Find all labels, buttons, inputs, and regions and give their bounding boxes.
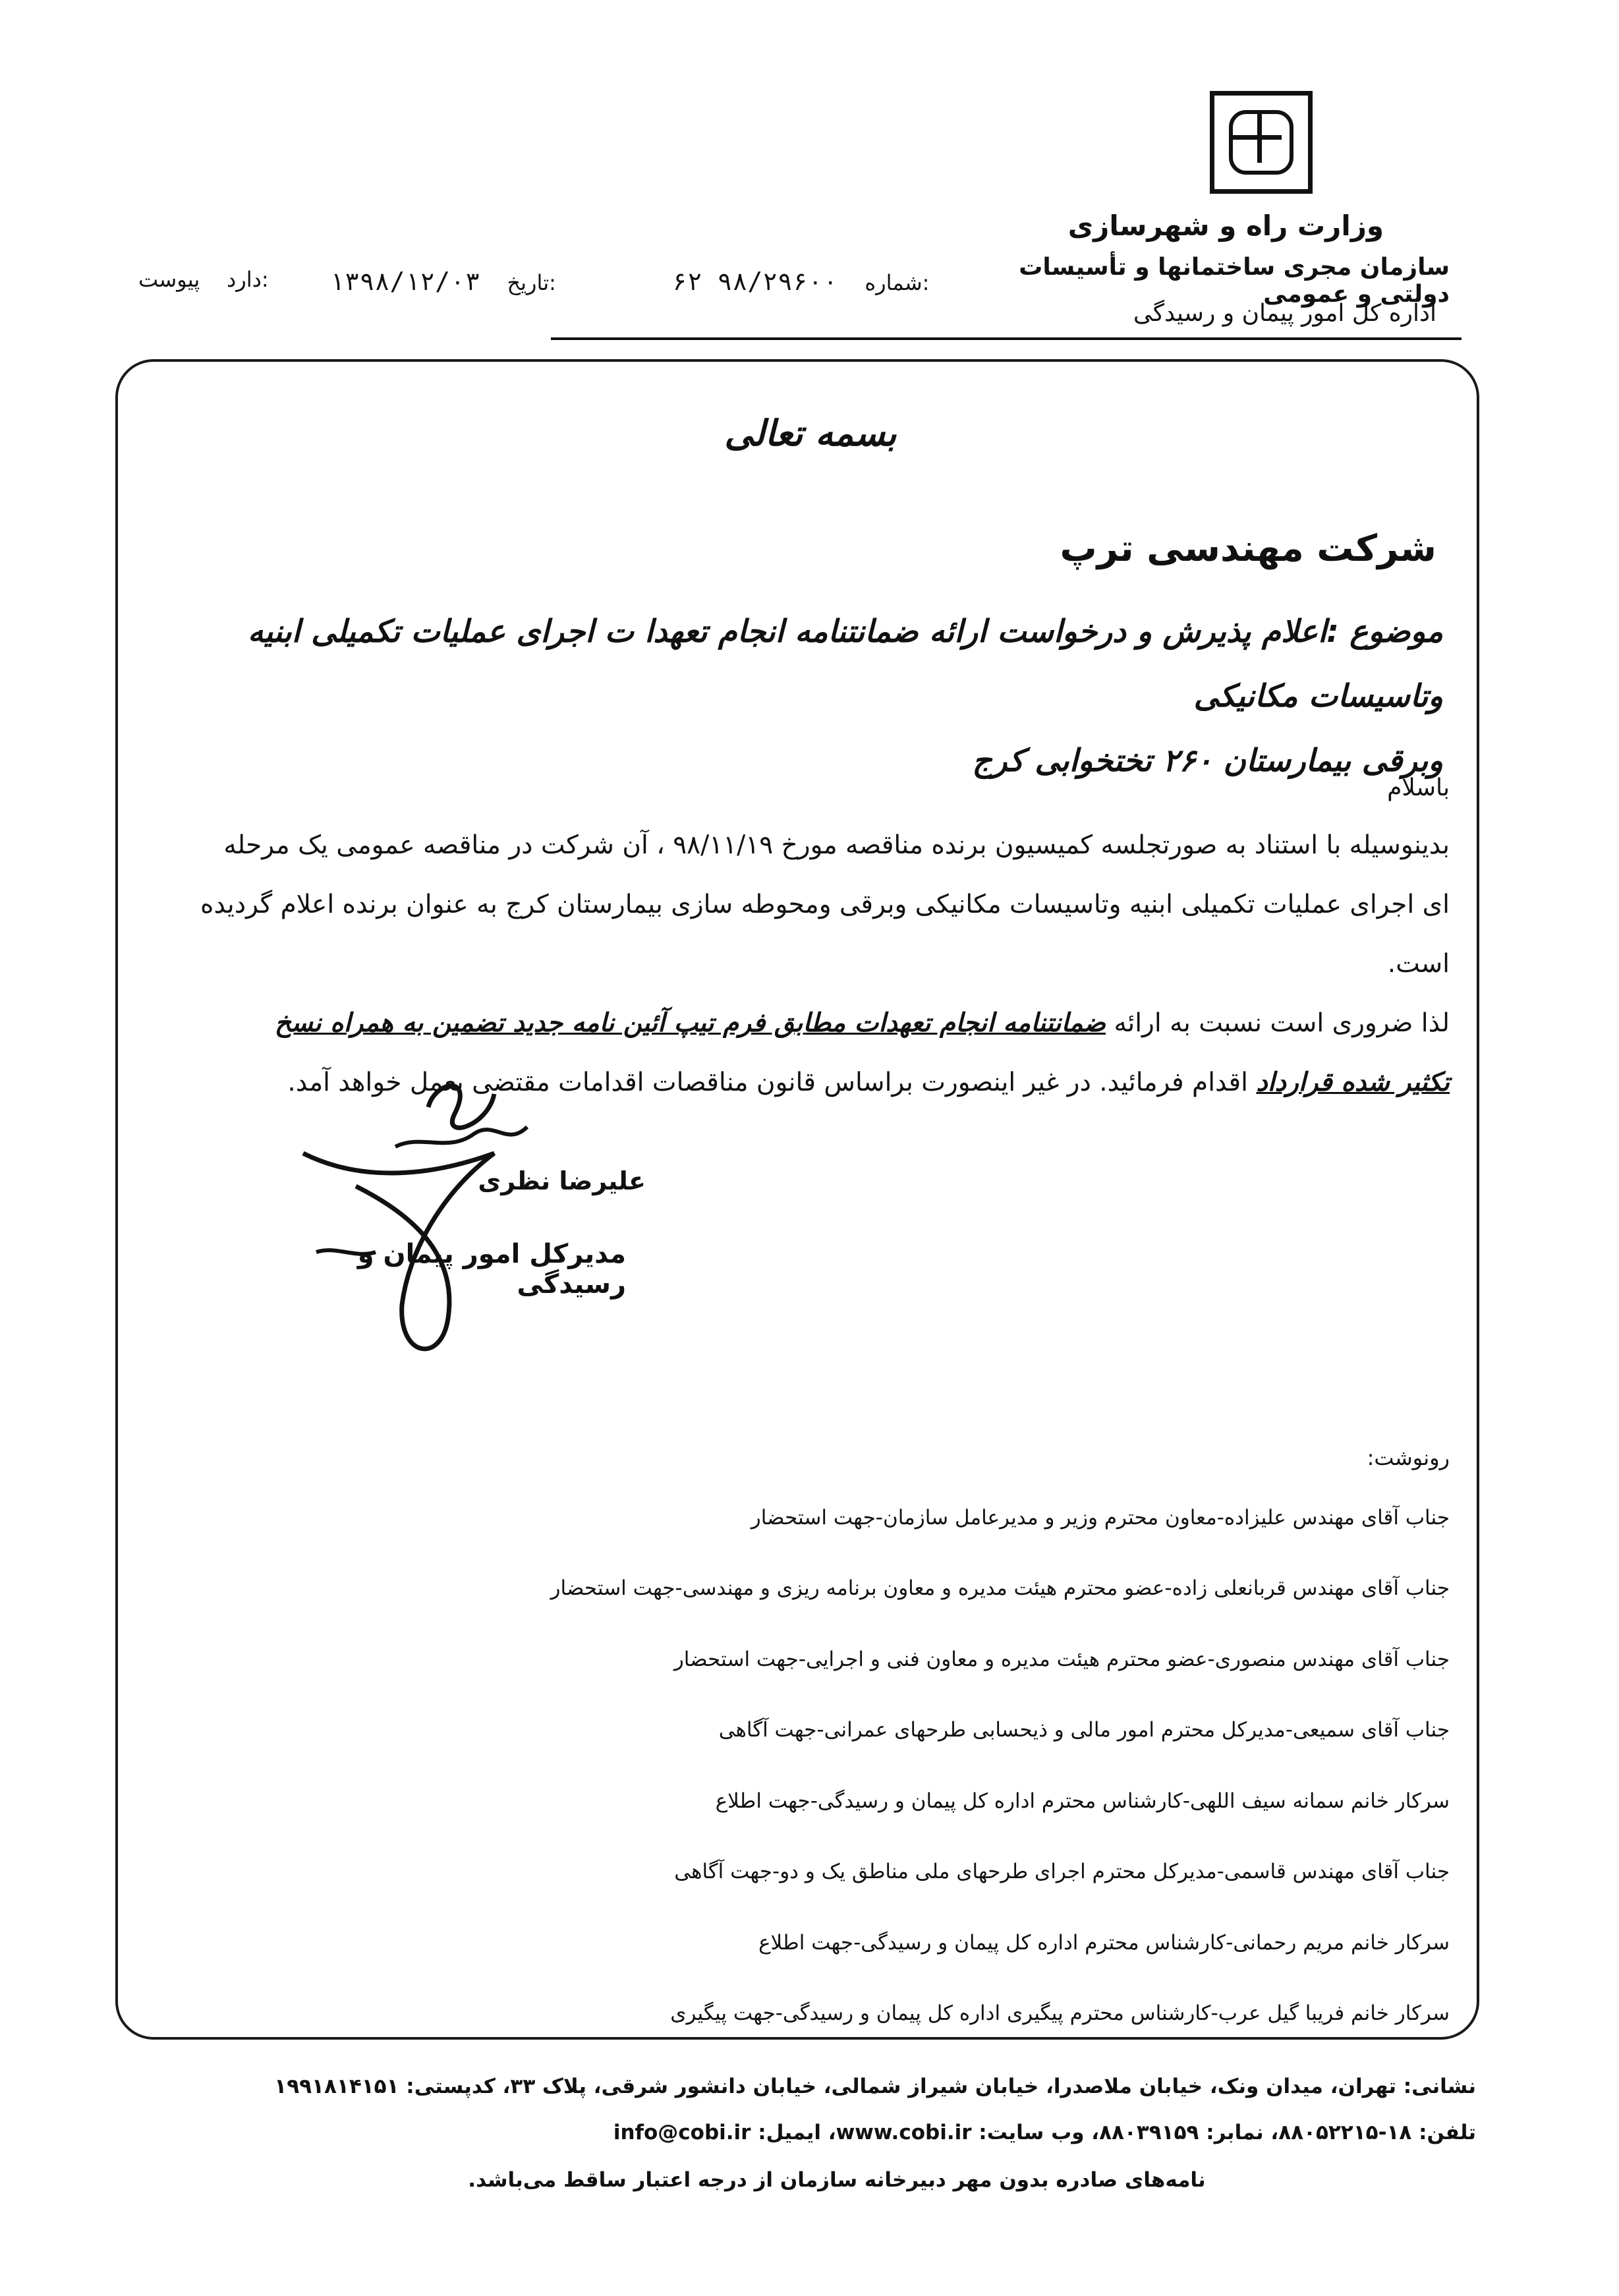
organization-name: سازمان مجری ساختمانها و تأسیسات دولتی و عمومی bbox=[1019, 254, 1450, 308]
ministry-logo bbox=[1210, 91, 1313, 194]
number-field bbox=[672, 267, 929, 296]
body-line-3-emphasis: ضمانتنامه انجام تعهدات مطابق فرم تیپ آئین نامه جدید تضمین به همراه نسخ bbox=[274, 1008, 1106, 1038]
logo-cross-icon bbox=[1229, 110, 1293, 175]
body-line-2: ای اجرای عملیات تکمیلی ابنیه وتاسیسات مکانیکی وبرقی ومحوطه سازی بیمارستان کرج به عنوان برنده اعلام گردیده است. bbox=[200, 890, 1450, 979]
attachment-field bbox=[138, 267, 269, 292]
letter-meta bbox=[138, 267, 929, 306]
subject-line-1: موضوع :اعلام پذیرش و درخواست ارائه ضمانتنامه انجام تعهدا ت اجرای عملیات تکمیلی ابنیه وتاسیسات مکانیکی bbox=[248, 614, 1443, 714]
body-line-1: بدینوسیله با استناد به صورتجلسه کمیسیون برنده مناقصه مورخ ۹۸/۱۱/۱۹ ، آن شرکت در مناقصه عمومی یک مرحله bbox=[223, 830, 1450, 860]
date-label: تاریخ: bbox=[507, 270, 556, 295]
copy-item: جناب آقای مهندس علیزاده-معاون محترم وزیر و مدیرعامل سازمان-جهت استحضار bbox=[751, 1506, 1450, 1530]
footer-contact: تلفن: ۱۸-۸۸۰۵۲۲۱۵، نمابر: ۸۸۰۳۹۱۵۹، وب سایت: www.cobi.ir، ایمیل: info@cobi.ir bbox=[613, 2121, 1476, 2144]
date-value: ۱۳۹۸/۱۲/۰۳ bbox=[329, 267, 480, 296]
body-line-3-start: لذا ضروری است نسبت به ارائه bbox=[1114, 1008, 1450, 1038]
header-divider bbox=[551, 337, 1462, 340]
copy-item: جناب آقای مهندس منصوری-عضو محترم هیئت مدیره و معاون فنی و اجرایی-جهت استحضار bbox=[673, 1648, 1450, 1671]
copy-item: جناب آقای سمیعی-مدیرکل محترم امور مالی و ذیحسابی طرحهای عمرانی-جهت آگاهی bbox=[718, 1718, 1450, 1742]
body-line-4-emphasis: تکثیر شده قرارداد bbox=[1256, 1068, 1450, 1097]
date-field bbox=[329, 267, 556, 296]
body-line-3 bbox=[145, 994, 1450, 1053]
copy-item: سرکار خانم سمانه سیف اللهی-کارشناس محترم اداره کل پیمان و رسیدگی-جهت اطلاع bbox=[715, 1789, 1450, 1813]
copies-title: رونوشت: bbox=[1367, 1445, 1450, 1470]
ministry-name: وزارت راه و شهرسازی bbox=[1067, 210, 1384, 242]
subject-line-2: وبرقی بیمارستان ۲۶۰ تختخوابی کرج bbox=[972, 743, 1443, 779]
greeting: باسلام bbox=[1387, 774, 1450, 801]
attachment-value: دارد bbox=[227, 267, 262, 292]
copy-item: جناب آقای مهندس قاسمی-مدیرکل محترم اجرای طرحهای ملی مناطق یک و دو-جهت آگاهی bbox=[674, 1860, 1450, 1883]
department-name: اداره کل امور پیمان و رسیدگی bbox=[1133, 300, 1436, 327]
handwritten-signature bbox=[277, 1054, 606, 1384]
attachment-label: پیوست: bbox=[138, 267, 269, 292]
body-line-4-end: اقدام فرمائید. در غیر اینصورت براساس قانون مناقصات اقدامات مقتضی بعمل خواهد آمد. bbox=[287, 1068, 1248, 1097]
signer-name: علیرضا نظری bbox=[478, 1166, 646, 1195]
recipient: شرکت مهندسی ترپ bbox=[1060, 527, 1436, 570]
signer-position: مدیرکل امور پیمان و رسیدگی bbox=[357, 1239, 626, 1300]
footer-address: نشانی: تهران، میدان ونک، خیابان ملاصدرا، خیابان شیراز شمالی، خیابان دانشور شرقی، پلاک ۳۳، کدپستی: ۱۹۹۱۸۱۴۱۵۱ bbox=[274, 2075, 1476, 2098]
footer-notice: نامه‌های صادره بدون مهر دبیرخانه سازمان از درجه اعتبار ساقط می‌باشد. bbox=[468, 2168, 1206, 2192]
copy-item: سرکار خانم مریم رحمانی-کارشناس محترم اداره کل پیمان و رسیدگی-جهت اطلاع bbox=[758, 1931, 1450, 1955]
number-label: شماره: bbox=[865, 270, 930, 295]
copy-item: سرکار خانم فریبا گیل عرب-کارشناس محترم پیگیری اداره کل پیمان و رسیدگی-جهت پیگیری bbox=[670, 2001, 1450, 2025]
subject bbox=[152, 600, 1443, 793]
number-value: ۶۲ ۹۸/۲۹۶۰۰ bbox=[672, 267, 838, 296]
copy-item: جناب آقای مهندس قربانعلی زاده-عضو محترم هیئت مدیره و معاون برنامه ریزی و مهندسی-جهت استحضار bbox=[550, 1576, 1450, 1600]
basmala: بسمه تعالی bbox=[724, 412, 897, 454]
